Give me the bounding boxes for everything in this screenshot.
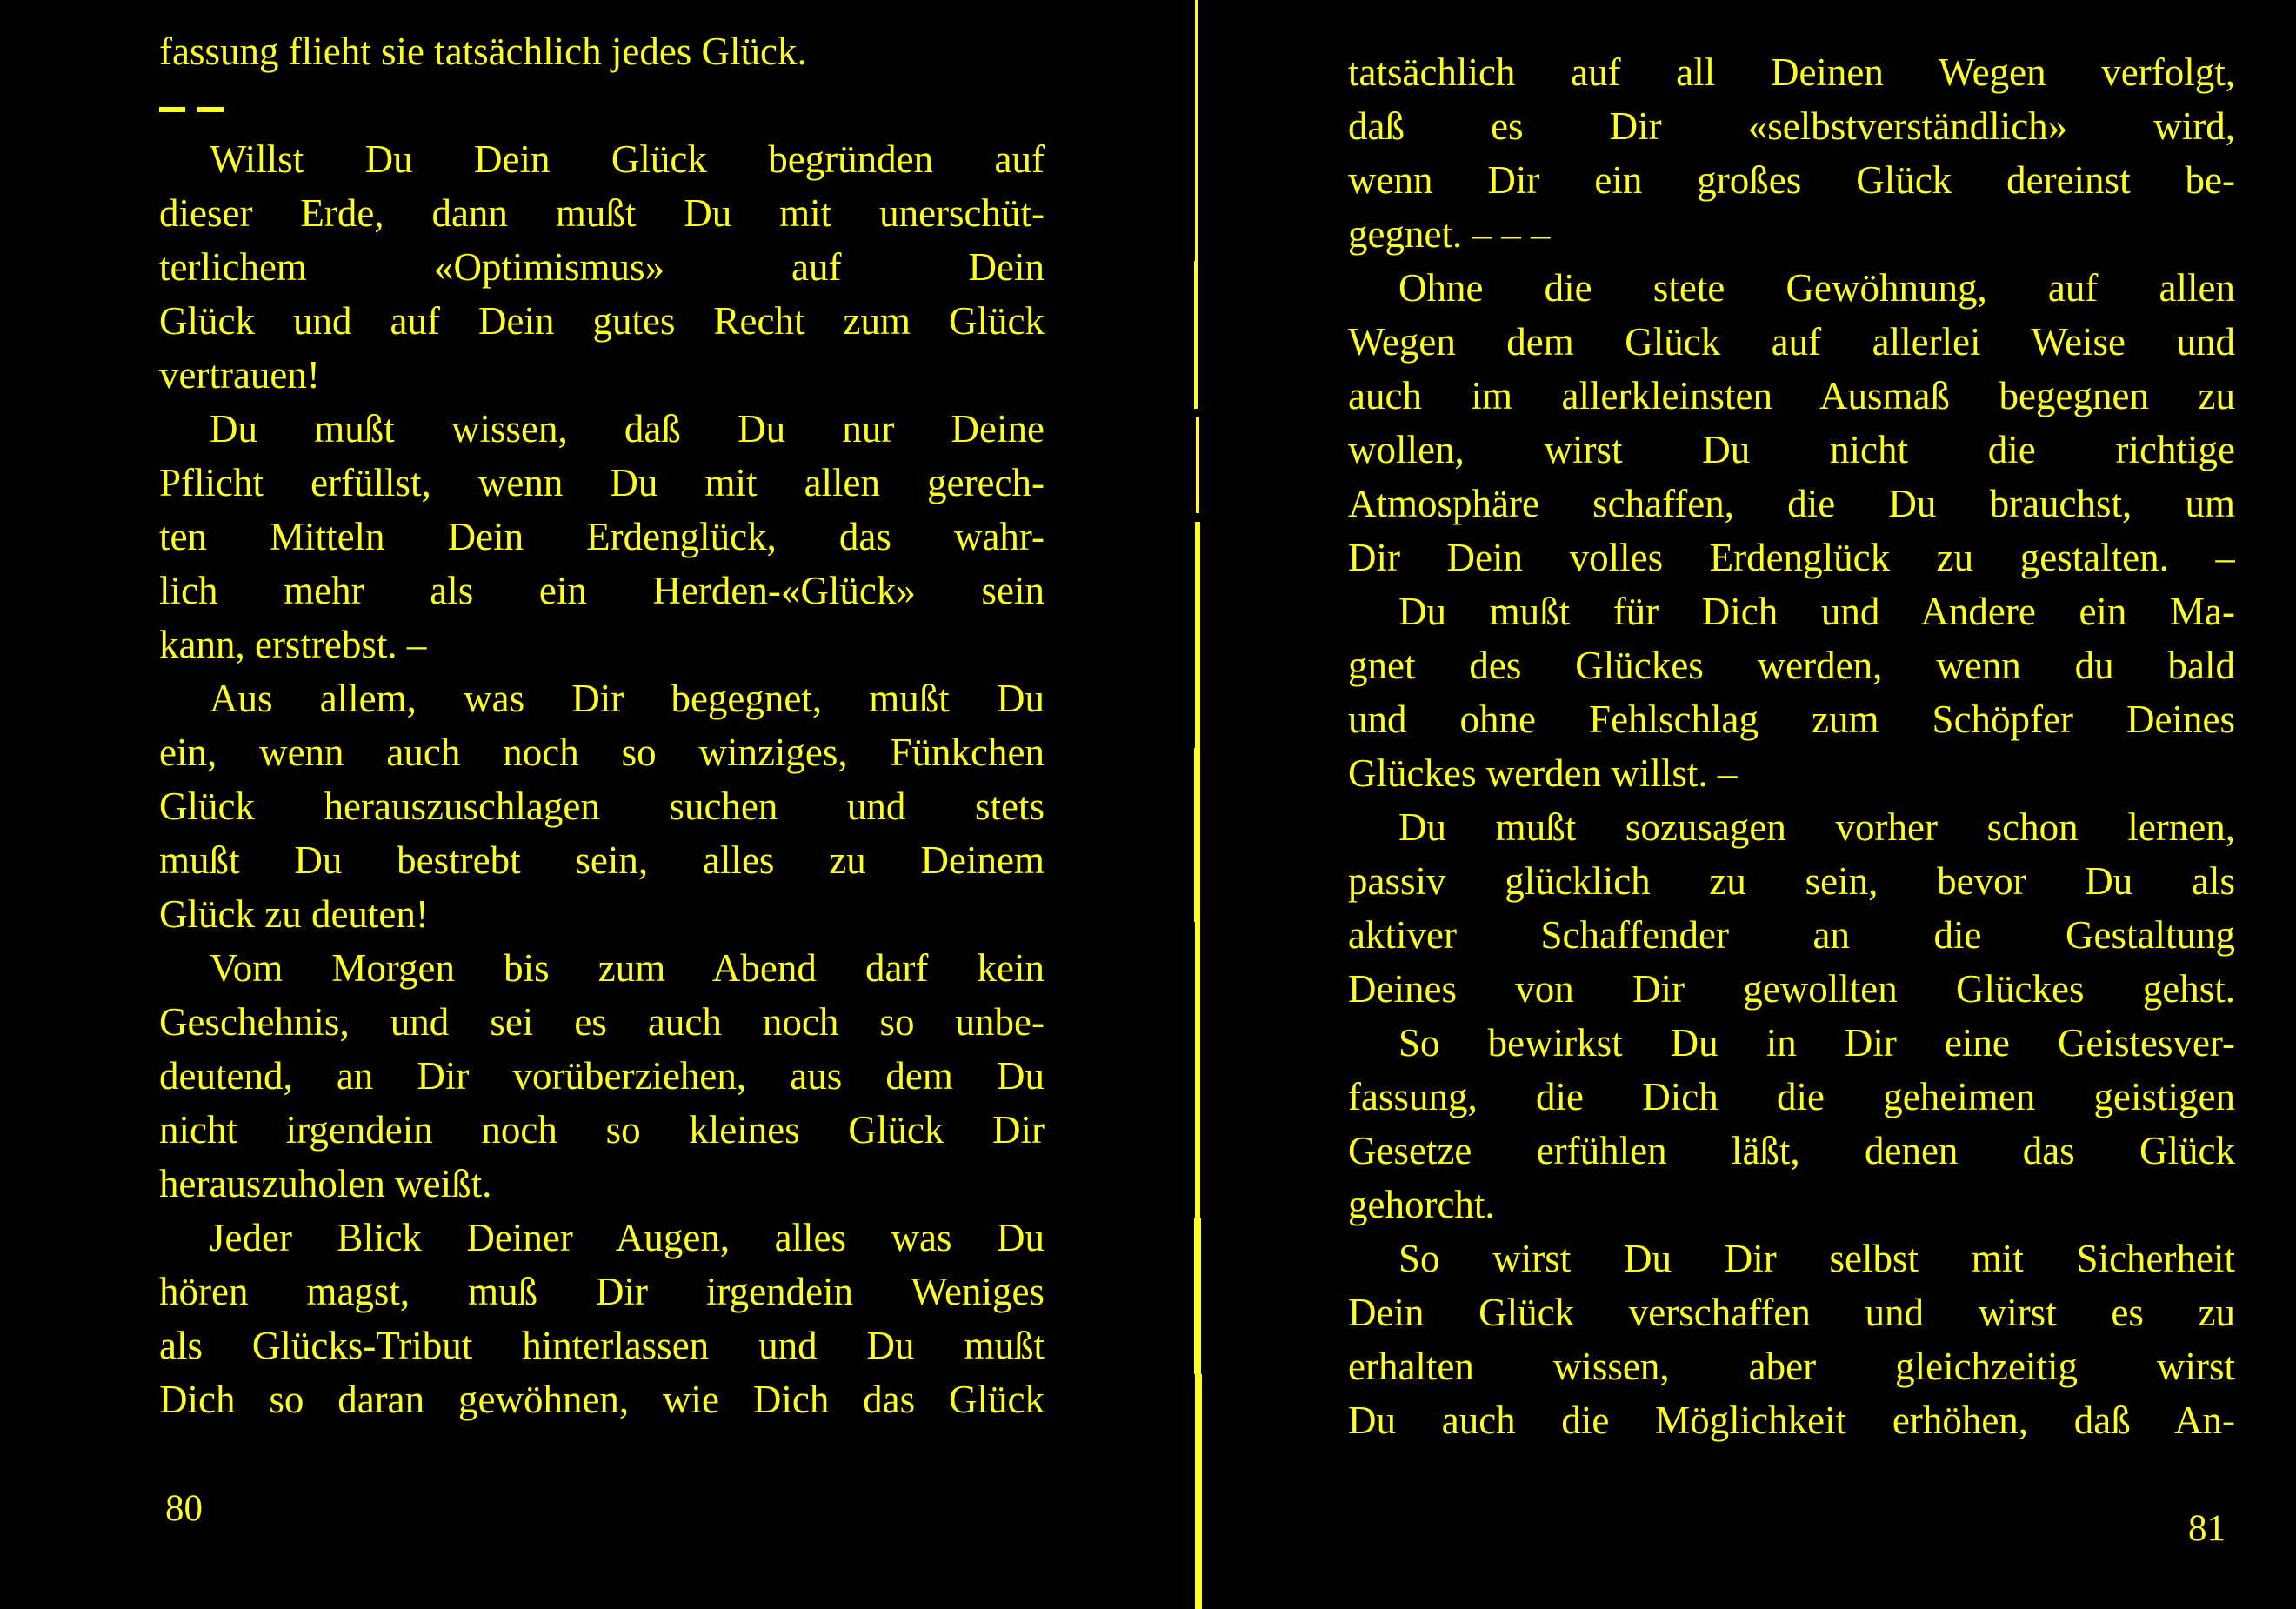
left-text-line: fassung flieht sie tatsächlich jedes Glück. [159, 30, 807, 73]
left-text-line: hören magst, muß Dir irgendein Weniges [159, 1270, 1045, 1313]
right-text-line: Du mußt sozusagen vorher schon lernen, [1398, 805, 2235, 849]
right-text-line: tatsächlich auf all Deinen Wegen verfolgt, [1348, 50, 2235, 94]
right-text-line: passiv glücklich zu sein, bevor Du als [1348, 859, 2235, 903]
left-text-line: Aus allem, was Dir begegnet, mußt Du [210, 677, 1045, 720]
right-page-text [1348, 45, 2235, 1447]
right-text-line: gehorcht. [1348, 1183, 1495, 1226]
right-text-line: Glückes werden willst. – [1348, 751, 1738, 795]
right-text-line: auch im allerkleinsten Ausmaß begegnen zu [1348, 374, 2235, 417]
right-text-line: wenn Dir ein großes Glück dereinst be- [1348, 158, 2235, 202]
right-text-line: gegnet. – – – [1348, 212, 1551, 256]
left-page-number: 80 [165, 1488, 203, 1529]
left-text-line: Jeder Blick Deiner Augen, alles was Du [210, 1216, 1045, 1259]
right-text-line: Wegen dem Glück auf allerlei Weise und [1348, 320, 2235, 364]
right-text-line: fassung, die Dich die geheimen geistigen [1348, 1075, 2235, 1118]
left-text-line: Willst Du Dein Glück begründen auf [210, 137, 1045, 181]
right-page-number: 81 [2188, 1508, 2226, 1549]
right-text-line: und ohne Fehlschlag zum Schöpfer Deines [1348, 698, 2235, 741]
right-text-line: Atmosphäre schaffen, die Du brauchst, um [1348, 482, 2235, 525]
dash-mark [197, 107, 224, 112]
right-text-line: Gesetze erfühlen läßt, denen das Glück [1348, 1129, 2235, 1172]
dash-mark [159, 107, 185, 112]
right-text-line: Du auch die Möglichkeit erhöhen, daß An- [1348, 1399, 2235, 1442]
right-text-line: Du mußt für Dich und Andere ein Ma- [1398, 590, 2235, 633]
left-text-line: terlichem «Optimismus» auf Dein [159, 245, 1045, 289]
left-text-line: vertrauen! [159, 353, 320, 397]
right-page [1209, 0, 2296, 1609]
left-text-line: Glück und auf Dein gutes Recht zum Glück [159, 299, 1045, 343]
right-text-line: Deines von Dir gewollten Glückes gehst. [1348, 967, 2235, 1011]
left-text-line: herauszuholen weißt. [159, 1162, 492, 1205]
left-text-line: Dich so daran gewöhnen, wie Dich das Glück [159, 1378, 1045, 1421]
left-text-line: nicht irgendein noch so kleines Glück Dir [159, 1108, 1045, 1152]
right-text-line: So bewirkst Du in Dir eine Geistesver- [1398, 1021, 2235, 1065]
right-text-line: Dein Glück verschaffen und wirst es zu [1348, 1291, 2235, 1334]
right-text-line: gnet des Glückes werden, wenn du bald [1348, 644, 2235, 687]
left-text-line: Du mußt wissen, daß Du nur Deine [210, 407, 1045, 451]
left-text-line: Glück herauszuschlagen suchen und stets [159, 784, 1045, 828]
left-text-line: als Glücks-Tribut hinterlassen und Du mußt [159, 1324, 1045, 1367]
right-text-line: erhalten wissen, aber gleichzeitig wirst [1348, 1345, 2235, 1388]
left-text-line: Vom Morgen bis zum Abend darf kein [210, 946, 1045, 990]
right-text-line: aktiver Schaffender an die Gestaltung [1348, 913, 2235, 957]
left-text-line: ten Mitteln Dein Erdenglück, das wahr- [159, 515, 1045, 558]
left-text-line: kann, erstrebst. – [159, 623, 427, 666]
left-text-line: Geschehnis, und sei es auch noch so unbe- [159, 1000, 1045, 1044]
left-text-line: Glück zu deuten! [159, 892, 429, 936]
book-gutter [1193, 0, 1202, 1609]
right-text-line: So wirst Du Dir selbst mit Sicherheit [1398, 1237, 2235, 1280]
left-text-line: dieser Erde, dann mußt Du mit unerschüt- [159, 191, 1045, 235]
right-text-line: daß es Dir «selbstverständlich» wird, [1348, 104, 2235, 148]
left-text-line [159, 78, 1045, 132]
left-text-line: Pflicht erfüllst, wenn Du mit allen gerech- [159, 461, 1045, 504]
right-text-line: Ohne die stete Gewöhnung, auf allen [1398, 266, 2235, 310]
right-text-line: wollen, wirst Du nicht die richtige [1348, 428, 2235, 471]
right-text-line: Dir Dein volles Erdenglück zu gestalten. – [1348, 536, 2235, 579]
left-text-line: ein, wenn auch noch so winziges, Fünkchen [159, 731, 1045, 774]
left-text-line: deutend, an Dir vorüberziehen, aus dem Du [159, 1054, 1045, 1098]
left-text-line: mußt Du bestrebt sein, alles zu Deinem [159, 838, 1045, 882]
left-page-text [159, 24, 1045, 1426]
left-text-line: lich mehr als ein Herden-«Glück» sein [159, 569, 1045, 612]
